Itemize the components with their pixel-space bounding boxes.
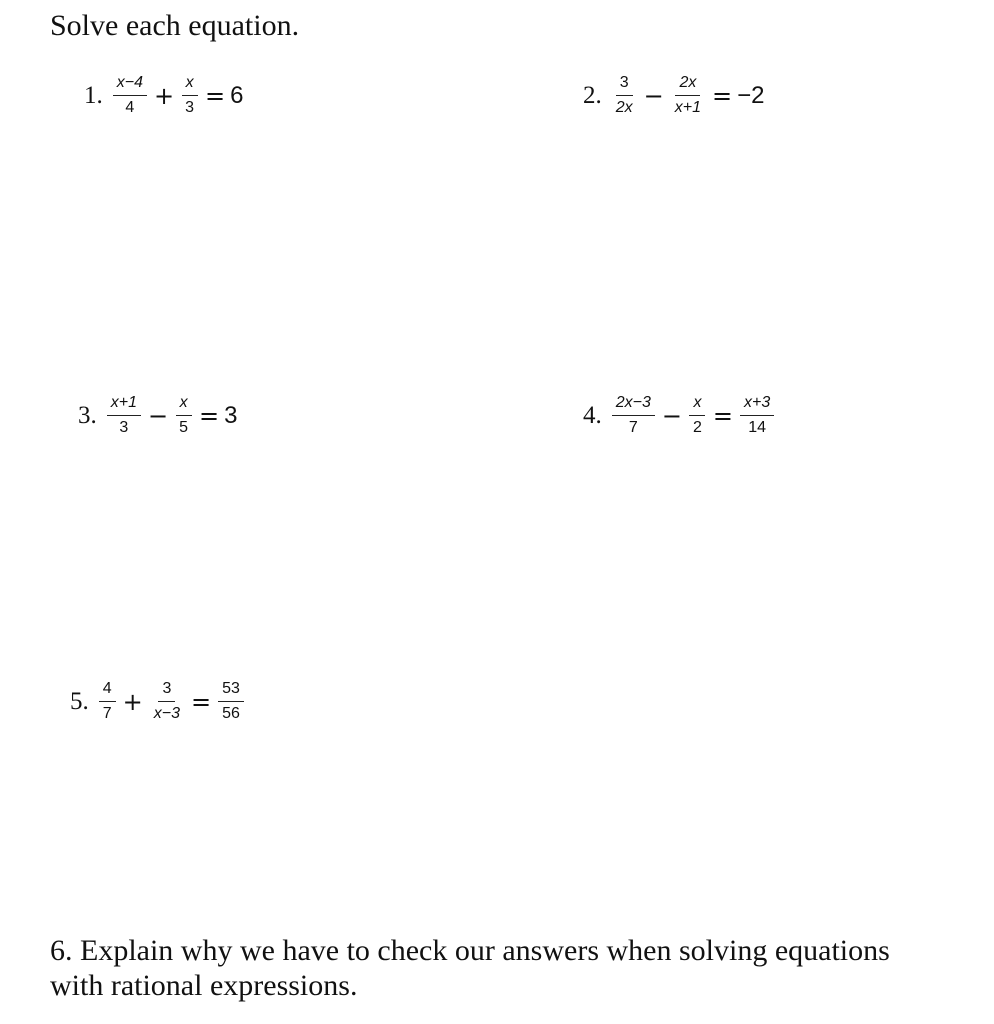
denominator: 56	[222, 705, 240, 722]
denominator: 3	[185, 99, 195, 116]
denominator: 4	[125, 99, 135, 116]
fraction-term-2	[689, 394, 706, 437]
problem-number: 1.	[84, 81, 103, 109]
operator: +	[122, 687, 143, 716]
numerator: x	[176, 394, 192, 416]
right-hand-side: 6	[230, 81, 244, 109]
fraction-term-2	[175, 394, 192, 437]
fraction-term-1	[99, 680, 116, 723]
denominator: 14	[748, 419, 767, 436]
fraction-term-1	[113, 74, 147, 117]
problem-5	[70, 680, 246, 723]
operator: −	[661, 401, 682, 430]
fraction-term-1	[612, 394, 655, 437]
denominator: 3	[119, 419, 129, 436]
question-6: 6. Explain why we have to check our answers when solving equations with rational expressions.	[50, 934, 890, 1002]
operator: −	[148, 401, 169, 430]
equals-sign: =	[191, 687, 212, 716]
fraction-term-2	[181, 74, 198, 117]
fraction-term-1	[107, 394, 141, 437]
equals-sign: =	[712, 401, 734, 430]
fraction-rhs	[218, 680, 244, 723]
numerator: 2x	[675, 74, 700, 96]
fraction-term-1	[612, 74, 637, 117]
denominator: 2	[693, 419, 702, 436]
denominator: 7	[102, 705, 112, 722]
equals-sign: =	[199, 401, 220, 430]
operator: −	[643, 81, 664, 110]
numerator: x+1	[107, 394, 141, 416]
numerator: 3	[158, 680, 175, 702]
denominator: x+1	[674, 99, 702, 116]
problem-number: 3.	[78, 401, 97, 429]
equals-sign: =	[712, 81, 733, 110]
equals-sign: =	[205, 81, 226, 110]
problem-1	[84, 74, 243, 117]
denominator: 7	[628, 419, 638, 436]
problem-2	[583, 74, 765, 117]
fraction-term-2	[150, 680, 184, 723]
problem-number: 5.	[70, 687, 89, 715]
denominator: x−3	[153, 705, 181, 722]
numerator: x+3	[740, 394, 774, 416]
denominator: 5	[179, 419, 189, 436]
numerator: x	[689, 394, 705, 416]
worksheet-title: Solve each equation.	[50, 9, 300, 42]
problem-4	[583, 394, 776, 437]
problem-number: 2.	[583, 81, 602, 109]
problem-number: 4.	[583, 401, 602, 429]
denominator: 2x	[615, 99, 633, 116]
fraction-rhs	[740, 394, 774, 437]
numerator: 53	[218, 680, 244, 702]
right-hand-side: −2	[737, 81, 765, 109]
numerator: 4	[99, 680, 116, 702]
right-hand-side: 3	[224, 401, 238, 429]
numerator: 3	[616, 74, 633, 96]
fraction-term-2	[671, 74, 705, 117]
numerator: 2x−3	[612, 394, 655, 416]
numerator: x−4	[113, 74, 147, 96]
operator: +	[154, 81, 175, 110]
problem-3	[78, 394, 237, 437]
numerator: x	[182, 74, 198, 96]
